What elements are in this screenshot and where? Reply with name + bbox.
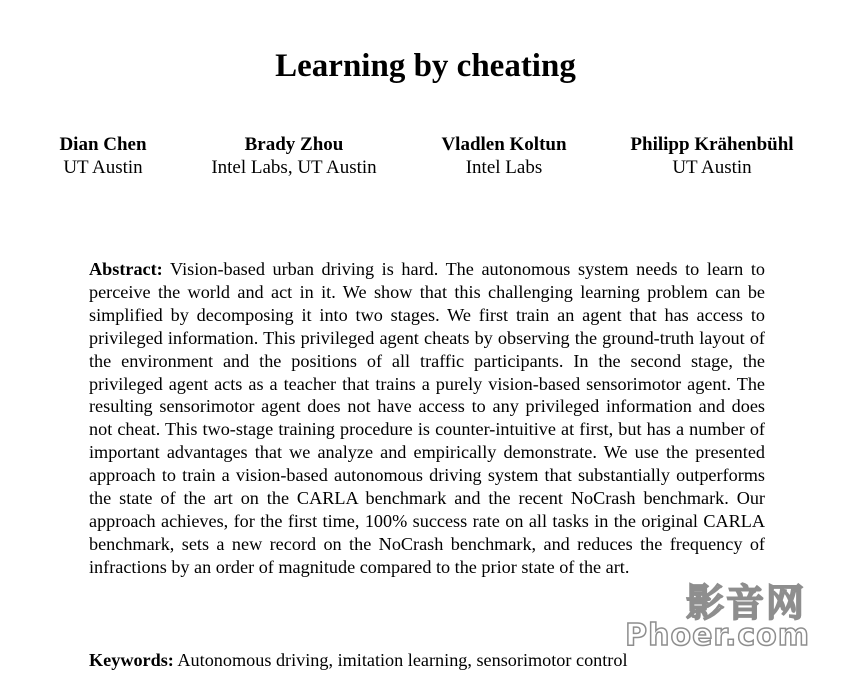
author-3: [424, 133, 584, 179]
author-name: Philipp Krähenbühl: [630, 134, 794, 155]
author-4: [612, 133, 812, 179]
author-2: [194, 133, 394, 179]
site-watermark: [610, 568, 820, 660]
author-name: Vladlen Koltun: [441, 134, 567, 155]
watermark-latin: Phoer.com: [625, 618, 810, 653]
author-affiliation: UT Austin: [63, 157, 143, 178]
author-name: Dian Chen: [59, 134, 147, 155]
paper-title: Learning by cheating: [275, 48, 576, 84]
author-affiliation: UT Austin: [672, 157, 752, 178]
watermark-chinese: 影音网: [685, 581, 806, 625]
abstract-label: Abstract:: [89, 259, 163, 279]
author-name: Brady Zhou: [244, 134, 344, 155]
abstract: [89, 258, 765, 579]
keywords-label: Keywords:: [89, 650, 174, 670]
keywords-text: Autonomous driving, imitation learning, sensorimotor control: [177, 650, 628, 670]
author-affiliation: Intel Labs: [465, 157, 543, 178]
author-1: [40, 133, 166, 179]
abstract-text: Vision-based urban driving is hard. The autonomous system needs to learn to perceive the world and act in it. We show that this challenging learning problem can be simplified by decomposing it into two stages. We first train an agent that has access to privileged information. This privileged agent cheats by observing the ground-truth layout of the environment and the positions of all traffic participants. In the second stage, the privileged agent acts as a teacher that trains a purely vision-based sensorimotor agent. The resulting sensorimotor agent does not have access to any privileged information and does not cheat. This two-stage training procedure is counter-intuitive at first, but has a number of important advantages that we analyze and empirically demonstrate. We use the presented approach to train a vision-based autonomous driving system that substantially outperforms the state of the art on the CARLA benchmark and the recent NoCrash benchmark. Our approach achieves, for the first time, 100% success rate on all tasks in the original CARLA benchmark, sets a new record on the NoCrash benchmark, and reduces the frequency of infractions by an order of magnitude compared to the prior state of the art.: [89, 259, 765, 577]
author-affiliation: Intel Labs, UT Austin: [211, 157, 377, 178]
